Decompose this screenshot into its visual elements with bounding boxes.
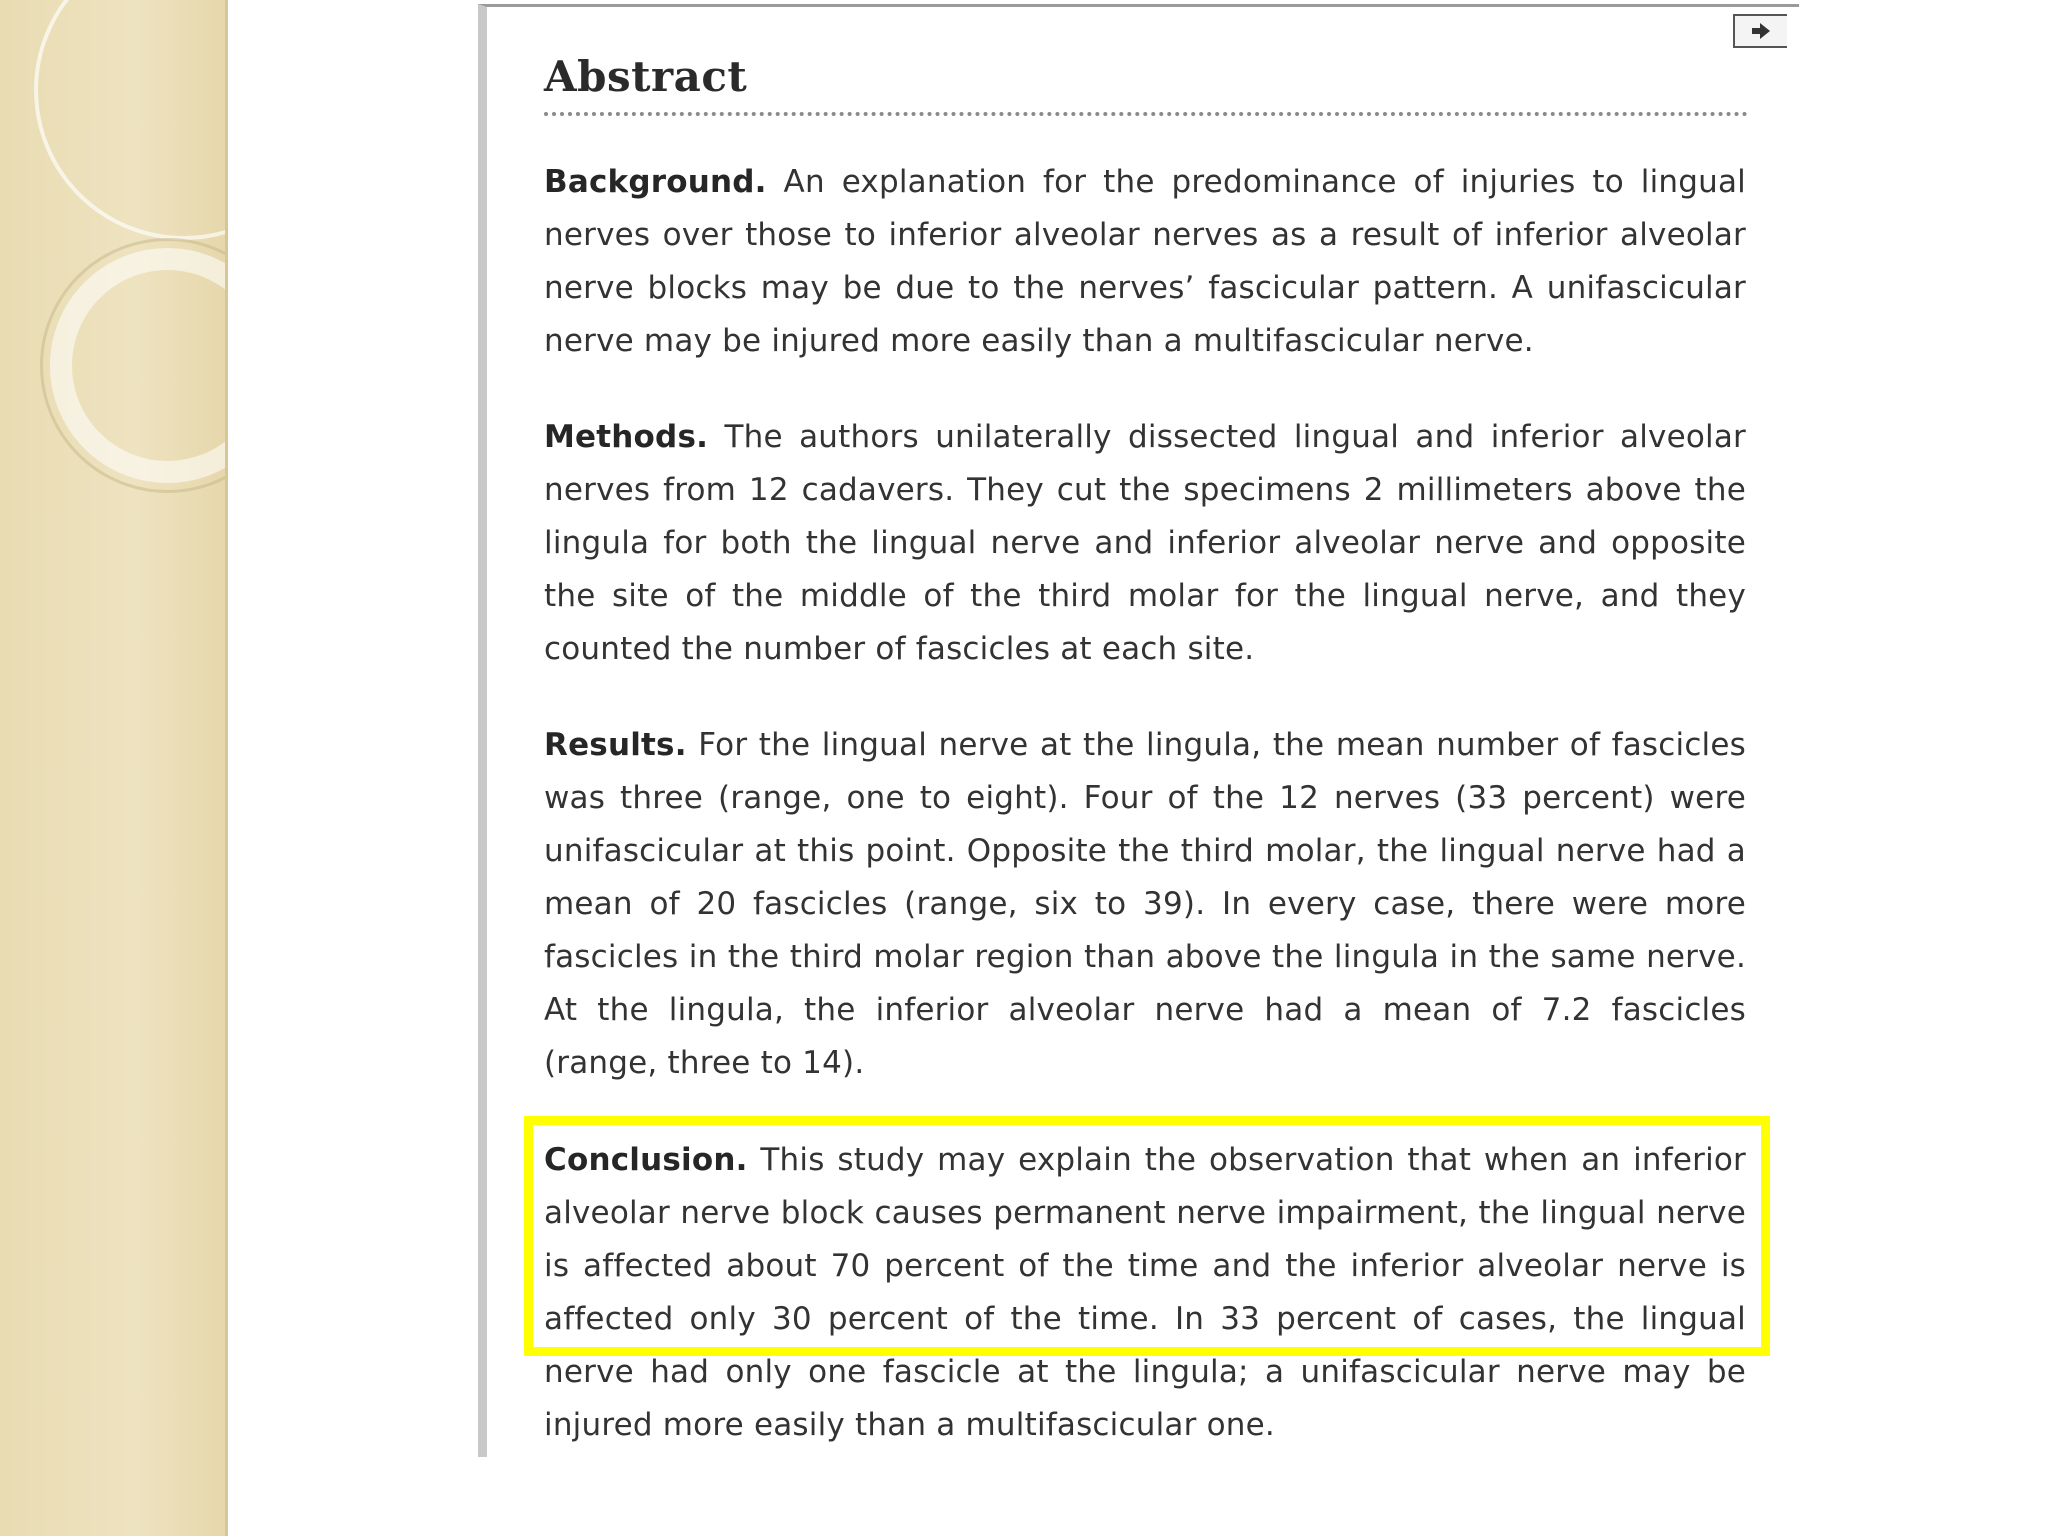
decorative-ring-icon <box>34 0 228 240</box>
expand-button[interactable] <box>1733 14 1787 48</box>
decorative-side-band <box>0 0 228 1536</box>
results-label: Results. <box>544 727 687 763</box>
heading-divider <box>544 112 1748 116</box>
conclusion-paragraph <box>544 1134 1746 1452</box>
background-paragraph <box>544 156 1746 368</box>
conclusion-label: Conclusion. <box>544 1142 748 1178</box>
results-text: For the lingual nerve at the lingula, the mean number of fascicles was three (range, one to eight). Four of the 12 nerves (33 percent) were unifascicular at this point. Opposite the third molar, the lingual nerve had a mean of 20 fascicles (range, six to 39). In every case, there were more fascicles in the third molar region than above the lingula in the same nerve. At the lingula, the inferior alveolar nerve had a mean of 7.2 fascicles (range, three to 14). <box>544 727 1746 1081</box>
conclusion-text: This study may explain the observation that when an inferior alveolar nerve block causes permanent nerve impairment, the lingual nerve is affected about 70 percent of the time and the inferior alveolar nerve is affected only 30 percent of the time. In 33 percent of cases, the lingual nerve had only one fascicle at the lingula; a unifascicular nerve may be injured more easily than a multifascicular one. <box>544 1142 1746 1443</box>
background-label: Background. <box>544 164 767 200</box>
arrow-right-icon <box>1750 22 1772 40</box>
methods-paragraph <box>544 411 1746 676</box>
methods-label: Methods. <box>544 419 709 455</box>
methods-text: The authors unilaterally dissected lingual and inferior alveolar nerves from 12 cadavers. They cut the specimens 2 millimeters above the lingula for both the lingual nerve and inferior alveolar nerve and opposite the site of the middle of the third molar for the lingual nerve, and they counted the number of fascicles at each site. <box>544 419 1746 667</box>
results-paragraph <box>544 719 1746 1090</box>
abstract-heading: Abstract <box>544 52 748 101</box>
background-text: An explanation for the predominance of injuries to lingual nerves over those to inferior alveolar nerves as a result of inferior alveolar nerve blocks may be due to the nerves’ fascicular pattern. A unifascicular nerve may be injured more easily than a multifascicular nerve. <box>544 164 1746 359</box>
